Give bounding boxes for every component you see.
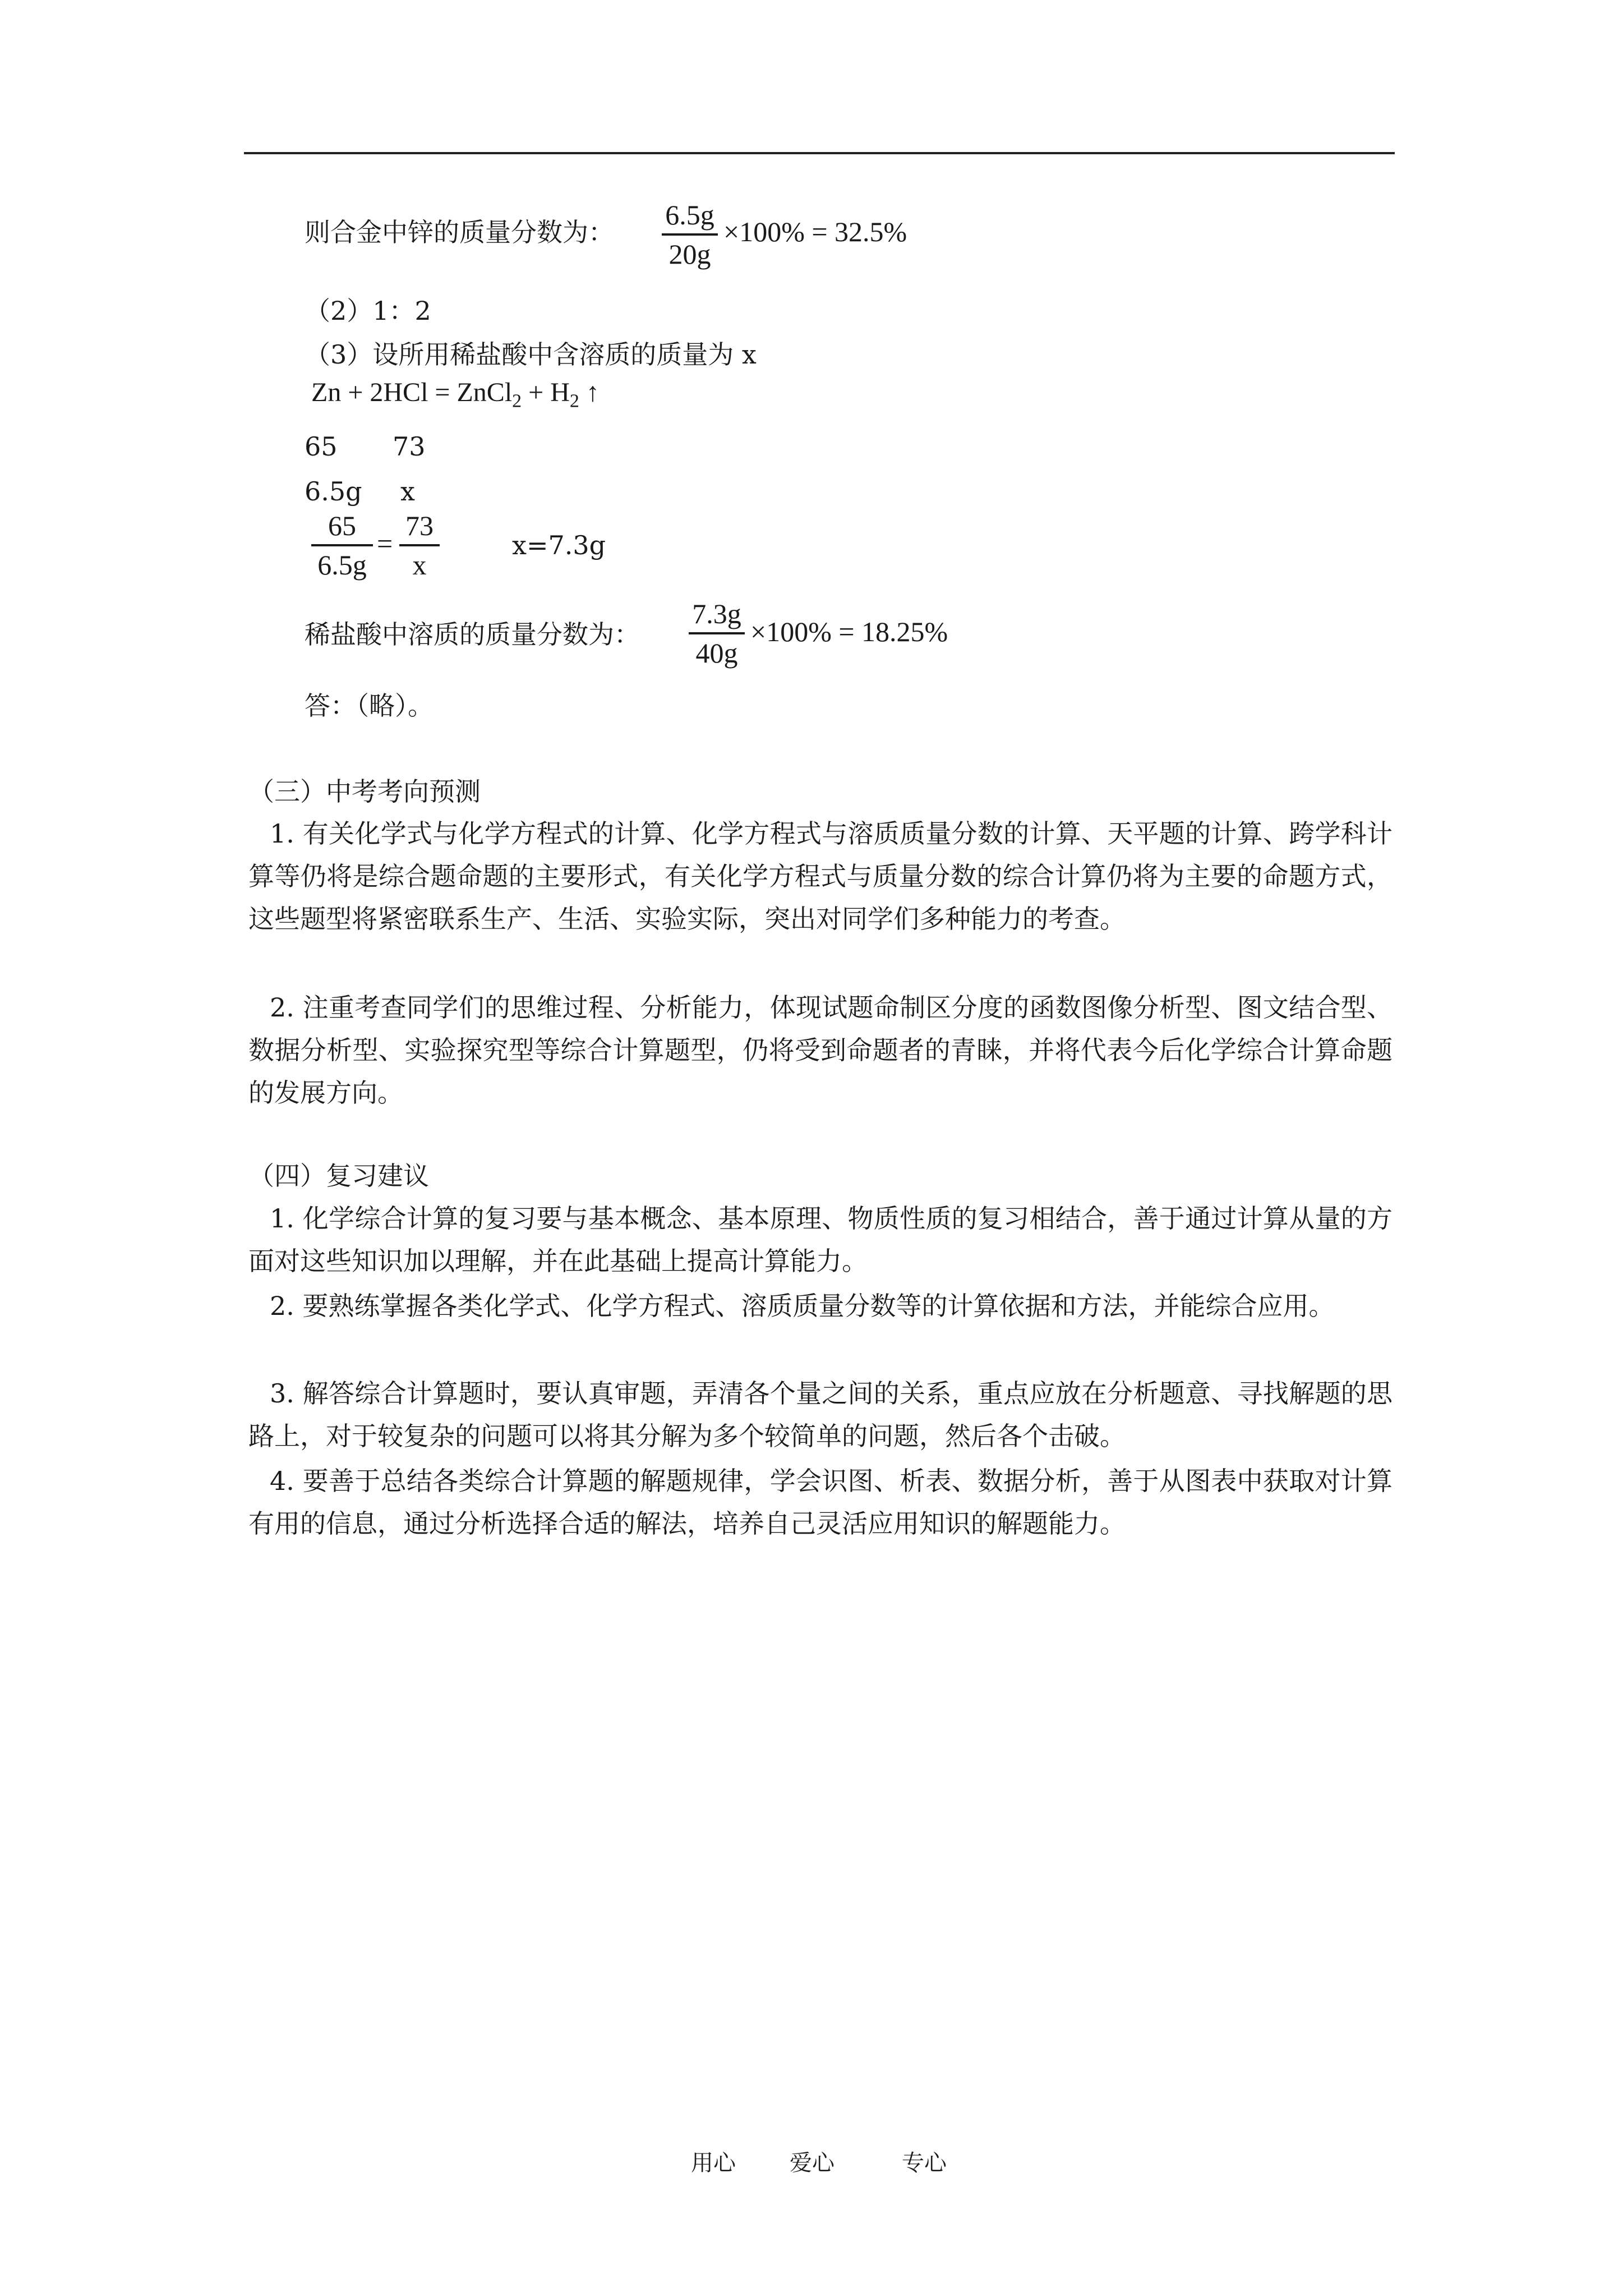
equation-sub-h: 2 (569, 390, 579, 412)
answer-line: 答：（略）。 (305, 691, 434, 721)
fraction-bar (311, 544, 373, 546)
equation-mid: + H (522, 378, 570, 407)
header-rule (244, 152, 1395, 154)
footer-text-1: 用心 (691, 2150, 736, 2176)
ratio-row2-b: x (400, 476, 415, 507)
proportion-right (399, 508, 440, 582)
fraction-bar (689, 632, 745, 634)
gas-arrow-icon: ↑ (579, 378, 600, 407)
hcl-fraction-numerator: 7.3g (692, 598, 741, 629)
zinc-fraction-numerator: 6.5g (665, 199, 714, 231)
proportion-d1: 6.5g (317, 549, 367, 581)
hcl-fraction (689, 596, 745, 670)
section4-title: （四）复习建议 (248, 1161, 429, 1191)
zinc-fraction (662, 197, 718, 272)
proportion-left (311, 508, 373, 582)
proportion-equals: = (377, 528, 393, 559)
hcl-fraction-denominator: 40g (695, 637, 738, 669)
zinc-fraction-label: 则合金中锌的质量分数为： (305, 217, 614, 247)
ratio-row2-a: 6.5g (305, 476, 362, 507)
ratio-row1-a: 65 (305, 431, 338, 462)
section4-paragraph-4: 4. 要善于总结各类综合计算题的解题规律，学会识图、析表、数据分析，善于从图表中获取对计算有用的信息，通过分析选择合适的解法，培养自己灵活应用知识的解题能力。 (248, 1466, 1393, 1539)
hcl-fraction-tail: ×100% = 18.25% (750, 616, 948, 647)
ratio-row1-b: 73 (393, 431, 426, 462)
section3-paragraph-1: 1. 有关化学式与化学方程式的计算、化学方程式与溶质质量分数的计算、天平题的计算、跨学科计算等仍将是综合题命题的主要形式，有关化学方程式与质量分数的综合计算仍将为主要的命题方式，这些题型将紧密联系生产、生活、实验实际，突出对同学们多种能力的考查。 (248, 818, 1393, 934)
part2-ratio: （2）1：2 (305, 296, 431, 326)
fraction-bar (399, 544, 440, 546)
reaction-equation (311, 377, 600, 412)
section4-paragraph-1: 1. 化学综合计算的复习要与基本概念、基本原理、物质性质的复习相结合，善于通过计算从量的方面对这些知识加以理解，并在此基础上提高计算能力。 (248, 1203, 1393, 1276)
proportion-n2: 73 (405, 510, 434, 541)
section4-paragraph-2: 2. 要熟练掌握各类化学式、化学方程式、溶质质量分数等的计算依据和方法，并能综合应用。 (270, 1291, 1335, 1321)
proportion-result: x=7.3g (512, 530, 606, 560)
zinc-fraction-tail: ×100% = 32.5% (723, 216, 907, 247)
fraction-bar (662, 233, 718, 236)
proportion-n1: 65 (328, 510, 356, 541)
footer-text-3: 专心 (902, 2150, 947, 2176)
hcl-fraction-label: 稀盐酸中溶质的质量分数为： (305, 619, 640, 650)
zinc-fraction-denominator: 20g (668, 238, 711, 270)
equation-sub-cl: 2 (512, 390, 522, 412)
proportion-d2: x (412, 549, 427, 581)
equation-lhs: Zn + 2HCl = ZnCl (311, 378, 513, 407)
section3-paragraph-2: 2. 注重考查同学们的思维过程、分析能力，体现试题命制区分度的函数图像分析型、图文结合型、数据分析型、实验探究型等综合计算题型，仍将受到命题者的青睐，并将代表今后化学综合计算命题的发展方向。 (248, 992, 1393, 1108)
part3-intro: （3）设所用稀盐酸中含溶质的质量为 x (305, 339, 757, 370)
section4-paragraph-3: 3. 解答综合计算题时，要认真审题，弄清各个量之间的关系，重点应放在分析题意、寻找解题的思路上，对于较复杂的问题可以将其分解为多个较简单的问题，然后各个击破。 (248, 1378, 1393, 1451)
section3-title: （三）中考考向预测 (248, 776, 481, 807)
footer-text-2: 爱心 (790, 2150, 834, 2176)
